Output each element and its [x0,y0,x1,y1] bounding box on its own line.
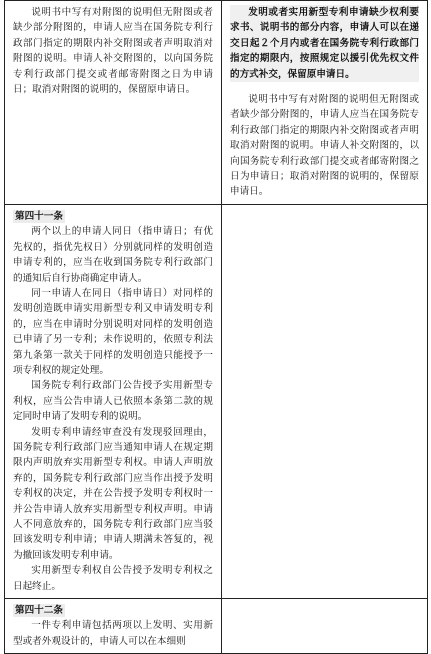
article-title [13,209,213,224]
bold-added-paragraph: 发明或者实用新型专利申请缺少权利要求书、说明书的部分内容，申请人可以在递交日起２个月内或者在国务院专利行政部门指定的期限内，按照规定以援引优先权文件的方式补交，保留原申请日。 [230,5,419,82]
table-row [5,1,428,205]
paragraph: 发明专利申请经审查没有发现驳回理由，国务院专利行政部门应当通知申请人在规定期限内声明放弃实用新型专利权。申请人声明放弃的，国务院专利行政部门应当作出授予发明专利权的决定，并在公告授予发明专利权时一并公告申请人放弃实用新型专利权声明。申请人不同意放弃的，国务院专利行政部门应当驳回该发明专利申请；申请人期满未答复的，视为撤回该发明专利申请。 [13,426,213,561]
table-row [5,204,428,598]
article-title-text: 第四十一条 [15,210,63,222]
paragraph: 国务院专利行政部门公告授予实用新型专利权，应当公告申请人已依照本条第二款的规定同时申请了发明专利的说明。 [13,380,213,423]
right-cell [222,1,428,205]
table-row [5,599,428,654]
right-cell-empty [222,204,428,598]
left-cell [5,599,222,654]
article-title-text: 第四十二条 [15,605,63,617]
paragraph: 一件专利申请包括两项以上发明、实用新型或者外观设计的，申请人可以在本细则 [13,620,213,647]
paragraph: 说明书中写有对附图的说明但无附图或者缺少部分附图的，申请人应当在国务院专利行政部门指定的期限内补交附图或者声明取消对附图的说明。申请人补交附图的，以向国务院专利行政部门提交或者邮寄附图之日为申请日；取消对附图的说明的，保留原申请日。 [13,7,213,96]
paragraph: 说明书中写有对附图的说明但无附图或者缺少部分附图的，申请人应当在国务院专利行政部门指定的期限内补交附图或者声明取消对附图的说明。申请人补交附图的，以向国务院专利行政部门提交或者邮寄附图之日为申请日；取消对附图的说明的，保留原申请日。 [230,94,419,198]
comparison-table [4,0,428,654]
paragraph: 同一申请人在同日（指申请日）对同样的发明创造既申请实用新型专利又申请发明专利的，应当在申请时分别说明对同样的发明创造已申请了另一专利；未作说明的，依照专利法第九条第一款关于同样的发明创造只能授予一项专利权的规定处理。 [13,287,213,376]
right-cell-empty [222,599,428,654]
left-cell [5,1,222,205]
article-title [13,603,213,618]
paragraph: 实用新型专利权自公告授予发明专利权之日起终止。 [13,565,213,592]
left-cell [5,204,222,598]
paragraph: 两个以上的申请人同日（指申请日；有优先权的，指优先权日）分别就同样的发明创造申请专利的，应当在收到国务院专利行政部门的通知后自行协商确定申请人。 [13,226,213,284]
